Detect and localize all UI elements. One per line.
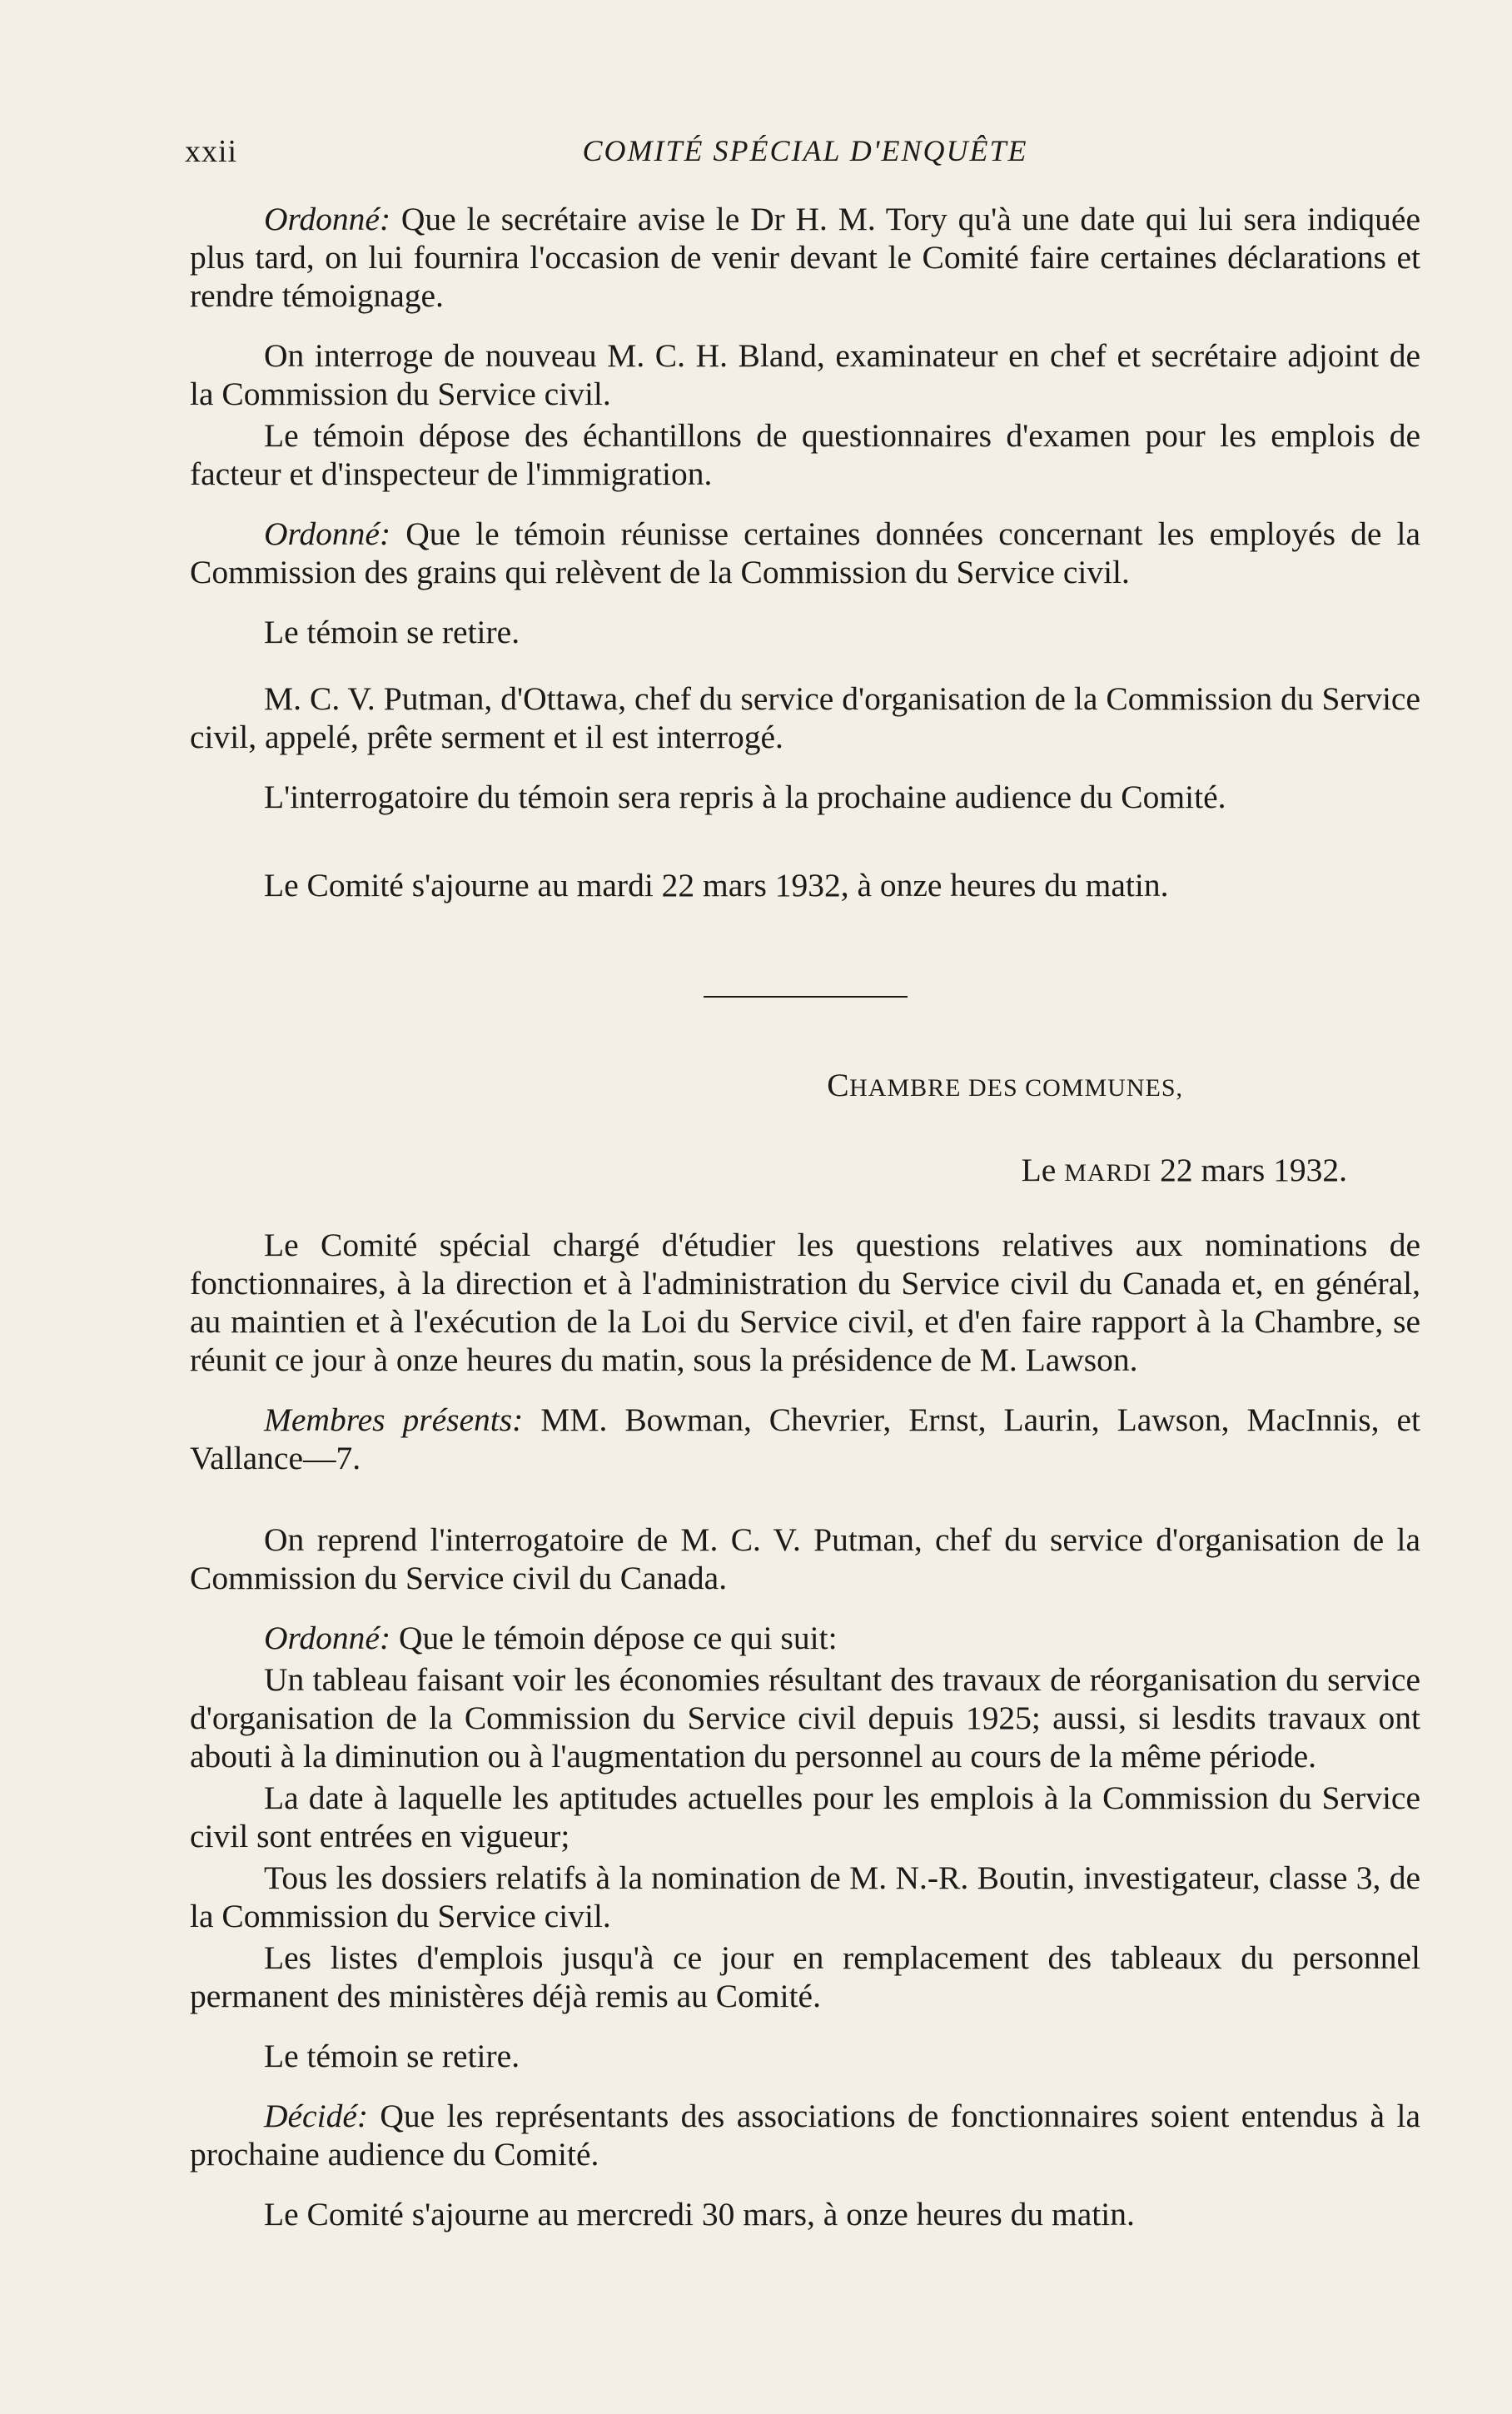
paragraph-label: Membres présents: (264, 1401, 524, 1438)
paragraph-tableau-economies: Un tableau faisant voir les économies résultant des travaux de réorganisation du service d'organisation de la Commission du Service civil depuis 1925; aussi, si lesdits travaux ont abouti à la diminution ou à l'augmentation du personnel au cours de la même période. (190, 1661, 1420, 1774)
paragraph-text: Que les représentants des associations de fonctionnaires soient entendus à la prochaine audience du Comité. (190, 2098, 1420, 2173)
page-header (185, 133, 1425, 175)
paragraph-text: MM. Bowman, Chevrier, Ernst, Laurin, Lawson, MacInnis, et Vallance—7. (190, 1401, 1420, 1476)
paragraph-listes-emplois: Les listes d'emplois jusqu'à ce jour en remplacement des tableaux du personnel permanent des ministères déjà remis au Comité. (190, 1939, 1420, 2014)
paragraph-reprend-interrogatoire: On reprend l'interrogatoire de M. C. V. Putman, chef du service d'organisation de la Commission du Service civil du Canada. (190, 1521, 1420, 1596)
paragraph-decide-representants (190, 2097, 1420, 2173)
sitting-date (190, 1151, 1347, 1192)
paragraph-text: Que le témoin dépose ce qui suit: (390, 1620, 838, 1656)
paragraph-interroge-bland: On interroge de nouveau M. C. H. Bland, examinateur en chef et secrétaire adjoint de la Commission du Service civil. (190, 337, 1420, 412)
section-divider (190, 963, 1420, 1029)
divider-rule (704, 996, 908, 998)
paragraph-ajourne-22-mars: Le Comité s'ajourne au mardi 22 mars 1932, à onze heures du matin. (264, 867, 1169, 903)
chamber-heading-rest: HAMBRE DES COMMUNES, (849, 1074, 1183, 1102)
page-content (190, 200, 1420, 2248)
paragraph-label: Décidé: (264, 2098, 368, 2134)
sitting-date-rest: 22 mars 1932. (1151, 1152, 1347, 1188)
paragraph-temoin-retire: Le témoin se retire. (264, 614, 520, 650)
paragraph-interrogatoire-repris: L'interrogatoire du témoin sera repris à la prochaine audience du Comité. (264, 779, 1226, 815)
paragraph-ordonne-grains (190, 515, 1420, 591)
paragraph-text: Que le secrétaire avise le Dr H. M. Tory qu'à une date qui lui sera indiquée plus tard, on lui fournira l'occasion de venir devant le Comité faire certaines déclarations et rendre témoignage. (190, 201, 1420, 314)
paragraph-echantillons: Le témoin dépose des échantillons de questionnaires d'examen pour les emplois de facteur et d'inspecteur de l'immigration. (190, 417, 1420, 492)
chamber-heading (190, 1066, 1183, 1107)
paragraph-putman: M. C. V. Putman, d'Ottawa, chef du service d'organisation de la Commission du Service civil, appelé, prête serment et il est interrogé. (190, 680, 1420, 755)
paragraph-temoin-retire-2: Le témoin se retire. (264, 2038, 520, 2074)
paragraph-label: Ordonné: (264, 201, 391, 237)
paragraph-date-aptitudes: La date à laquelle les aptitudes actuelles pour les emplois à la Commission du Service civil sont entrées en vigueur; (190, 1779, 1420, 1854)
paragraph-comite-special: Le Comité spécial chargé d'étudier les questions relatives aux nominations de fonctionnaires, à la direction et à l'administration du Service civil du Canada et, en général, au maintien et à l'exécution de la Loi du Service civil, et d'en faire rapport à la Chambre, se réunit ce jour à onze heures du matin, sous la présidence de M. Lawson. (190, 1227, 1420, 1378)
paragraph-ordonne-tory (190, 200, 1420, 315)
chamber-heading-initial: C (827, 1067, 850, 1103)
sitting-date-prefix: Le (1021, 1152, 1065, 1188)
sitting-date-day: MARDI (1064, 1159, 1152, 1187)
page-number: xxii (185, 134, 238, 169)
paragraph-text: Que le témoin réunisse certaines données concernant les employés de la Commission des grains qui relèvent de la Commission du Service civil. (190, 515, 1420, 590)
paragraph-membres-presents (190, 1401, 1420, 1477)
running-head: COMITÉ SPÉCIAL D'ENQUÊTE (582, 134, 1028, 167)
paragraph-ordonne-depose (190, 1619, 1420, 1657)
paragraph-ajourne-30-mars: Le Comité s'ajourne au mercredi 30 mars, à onze heures du matin. (264, 2196, 1135, 2232)
paragraph-dossiers-boutin: Tous les dossiers relatifs à la nomination de M. N.-R. Boutin, investigateur, classe 3, de la Commission du Service civil. (190, 1859, 1420, 1934)
paragraph-label: Ordonné: (264, 1620, 391, 1656)
paragraph-label: Ordonné: (264, 515, 391, 552)
